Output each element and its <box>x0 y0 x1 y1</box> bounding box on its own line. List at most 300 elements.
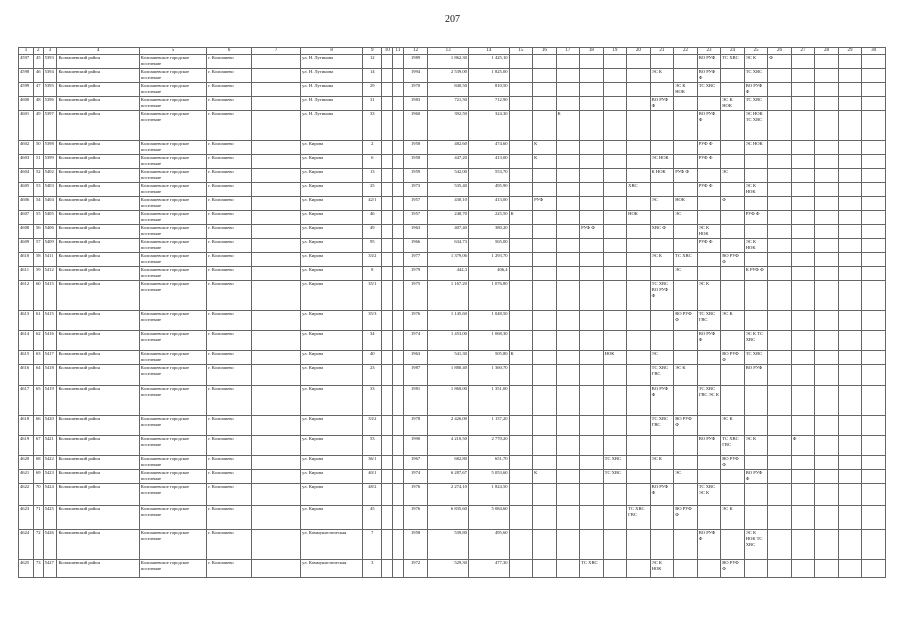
table-cell <box>838 456 862 470</box>
table-cell <box>252 169 301 183</box>
table-cell: К <box>509 211 533 225</box>
table-cell <box>791 197 815 211</box>
table-cell: 49 <box>363 225 382 239</box>
table-cell: 1976 <box>403 484 428 506</box>
table-cell: ХВС <box>627 183 651 197</box>
table-cell <box>768 225 792 239</box>
table-cell: 4 210,50 <box>428 436 469 456</box>
table-cell <box>509 225 533 239</box>
table-cell <box>580 416 604 436</box>
table-row <box>19 530 886 560</box>
table-cell <box>509 155 533 169</box>
table-cell <box>838 530 862 560</box>
table-cell: 4619 <box>19 436 34 456</box>
table-cell: 5398 <box>43 141 57 155</box>
table-cell: 5395 <box>43 83 57 97</box>
table-cell: 5397 <box>43 111 57 141</box>
table-row <box>19 506 886 530</box>
table-cell: ул. Коммунистическая <box>301 530 363 560</box>
table-cell <box>627 365 651 386</box>
table-cell: 5426 <box>43 530 57 560</box>
table-cell <box>393 506 404 530</box>
table-cell <box>382 484 393 506</box>
table-cell <box>650 111 674 141</box>
table-cell: Колпашевский район <box>57 331 139 351</box>
table-row <box>19 111 886 141</box>
table-cell: 5420 <box>43 416 57 436</box>
column-number: 27 <box>791 48 815 55</box>
table-cell: 5403 <box>43 183 57 197</box>
table-cell: ул. Кирова <box>301 456 363 470</box>
table-cell <box>768 416 792 436</box>
table-cell <box>838 225 862 239</box>
table-cell <box>393 111 404 141</box>
table-cell <box>627 141 651 155</box>
table-cell: ТС ХВС <box>744 351 768 365</box>
table-cell <box>393 311 404 331</box>
table-cell <box>627 281 651 311</box>
table-cell: ЭС НОК <box>650 155 674 169</box>
table-cell <box>744 311 768 331</box>
table-cell: К <box>533 470 557 484</box>
table-cell: 4612 <box>19 281 34 311</box>
column-number: 10 <box>382 48 393 55</box>
table-cell: 1994 <box>403 69 428 83</box>
table-cell <box>556 211 580 225</box>
table-cell <box>580 211 604 225</box>
table-cell: Колпашевский район <box>57 97 139 111</box>
table-cell <box>393 239 404 253</box>
table-row <box>19 253 886 267</box>
table-cell: ул. Кирова <box>301 484 363 506</box>
table-cell <box>815 365 839 386</box>
table-cell <box>815 225 839 239</box>
table-cell <box>393 436 404 456</box>
table-cell <box>382 55 393 69</box>
table-cell <box>838 311 862 331</box>
table-cell <box>862 69 886 83</box>
table-cell <box>862 386 886 416</box>
table-cell <box>252 253 301 267</box>
table-cell <box>393 69 404 83</box>
table-cell: 5422 <box>43 456 57 470</box>
column-number: 13 <box>428 48 469 55</box>
table-cell <box>382 416 393 436</box>
table-cell <box>721 530 745 560</box>
table-cell <box>556 225 580 239</box>
table-cell <box>721 365 745 386</box>
table-cell <box>603 239 627 253</box>
table-cell: 73 <box>33 560 43 578</box>
table-cell <box>382 506 393 530</box>
table-cell <box>838 351 862 365</box>
table-cell: г. Колпашево <box>207 530 252 560</box>
table-cell <box>838 416 862 436</box>
table-cell: НОК <box>627 211 651 225</box>
table-cell: ЭС К НОК <box>674 83 698 97</box>
table-cell <box>393 470 404 484</box>
table-cell: 66 <box>33 416 43 436</box>
table-cell: Колпашевский район <box>57 311 139 331</box>
table-cell <box>721 155 745 169</box>
table-cell: 392,50 <box>428 111 469 141</box>
table-cell <box>768 436 792 456</box>
table-cell <box>650 83 674 97</box>
table-row <box>19 97 886 111</box>
table-cell: ул. Н. Лугинова <box>301 83 363 97</box>
table-cell <box>393 386 404 416</box>
table-cell <box>838 239 862 253</box>
table-cell <box>627 530 651 560</box>
table-cell: ЭС К НОК ТС ХВС <box>744 530 768 560</box>
table-cell <box>768 311 792 331</box>
table-cell <box>509 141 533 155</box>
table-cell <box>650 141 674 155</box>
table-cell <box>509 436 533 456</box>
table-cell <box>791 183 815 197</box>
table-cell: 33/2 <box>363 416 382 436</box>
column-number: 17 <box>556 48 580 55</box>
table-cell: 5418 <box>43 365 57 386</box>
table-cell <box>533 97 557 111</box>
column-number: 1 <box>19 48 34 55</box>
table-cell <box>580 530 604 560</box>
table-cell <box>791 281 815 311</box>
table-row <box>19 83 886 97</box>
table-cell: 5399 <box>43 155 57 169</box>
table-cell <box>533 456 557 470</box>
table-cell <box>650 211 674 225</box>
table-cell: Колпашевское городское поселение <box>139 506 206 530</box>
table-cell <box>556 530 580 560</box>
table-cell: Колпашевский район <box>57 416 139 436</box>
table-cell: Колпашевский район <box>57 351 139 365</box>
table-cell <box>791 225 815 239</box>
table-cell <box>603 484 627 506</box>
table-cell: 4621 <box>19 470 34 484</box>
table-cell: 721,50 <box>428 97 469 111</box>
table-cell <box>603 530 627 560</box>
table-cell <box>650 436 674 456</box>
table-cell <box>838 365 862 386</box>
table-cell <box>815 311 839 331</box>
table-cell: ВО РУФ Ф <box>650 386 674 416</box>
table-cell: 7 <box>363 530 382 560</box>
table-cell <box>627 436 651 456</box>
table-cell <box>580 169 604 183</box>
column-number: 7 <box>252 48 301 55</box>
table-cell <box>393 83 404 97</box>
table-cell: 5421 <box>43 436 57 456</box>
table-cell <box>627 331 651 351</box>
table-cell: ВО РУФ <box>697 55 721 69</box>
table-cell <box>603 83 627 97</box>
table-cell <box>721 281 745 311</box>
table-cell <box>603 253 627 267</box>
table-cell <box>768 111 792 141</box>
table-cell: Колпашевское городское поселение <box>139 351 206 365</box>
table-cell <box>603 267 627 281</box>
table-cell: ТС ХВС ГВС <box>627 506 651 530</box>
table-cell <box>580 484 604 506</box>
table-cell: Колпашевский район <box>57 365 139 386</box>
table-cell: 1987 <box>403 365 428 386</box>
table-cell <box>627 239 651 253</box>
table-cell <box>393 169 404 183</box>
table-cell: 4597 <box>19 55 34 69</box>
page-number: 207 <box>445 14 460 25</box>
table-cell <box>815 239 839 253</box>
table-cell: ул. Кирова <box>301 253 363 267</box>
table-cell: 1974 <box>403 470 428 484</box>
column-number: 28 <box>815 48 839 55</box>
table-cell: г. Колпашево <box>207 484 252 506</box>
table-cell: ВО РУФ Ф <box>721 560 745 578</box>
table-cell <box>838 169 862 183</box>
table-cell <box>768 484 792 506</box>
table-cell: Колпашевское городское поселение <box>139 239 206 253</box>
table-cell: Колпашевское городское поселение <box>139 456 206 470</box>
table-cell: Ф <box>721 197 745 211</box>
table-cell: Колпашевский район <box>57 69 139 83</box>
table-cell: ВО РУФ Ф <box>697 331 721 351</box>
table-cell <box>509 506 533 530</box>
table-cell: ЭС НОК <box>744 141 768 155</box>
table-cell: 5425 <box>43 506 57 530</box>
table-cell <box>674 111 698 141</box>
table-cell <box>556 416 580 436</box>
table-cell: РУФ Ф <box>744 211 768 225</box>
table-cell: 1 880,40 <box>428 365 469 386</box>
table-cell <box>650 55 674 69</box>
table-cell <box>382 69 393 83</box>
table-cell <box>791 386 815 416</box>
table-cell <box>768 97 792 111</box>
table-cell: 58 <box>33 253 43 267</box>
table-cell <box>862 560 886 578</box>
table-cell: Колпашевское городское поселение <box>139 365 206 386</box>
table-cell <box>252 365 301 386</box>
table-cell <box>556 83 580 97</box>
table-cell <box>697 253 721 267</box>
table-cell: ТС ХВС <box>603 470 627 484</box>
table-cell <box>791 97 815 111</box>
table-cell <box>674 55 698 69</box>
table-cell <box>382 197 393 211</box>
table-cell: 1972 <box>403 560 428 578</box>
table-cell <box>393 365 404 386</box>
column-number: 8 <box>301 48 363 55</box>
table-cell <box>533 225 557 239</box>
table-cell <box>674 351 698 365</box>
table-cell: ул. Кирова <box>301 416 363 436</box>
table-cell <box>697 169 721 183</box>
table-cell: 810,50 <box>468 83 509 97</box>
table-cell: ВО РУФ Ф <box>697 530 721 560</box>
table-cell <box>252 470 301 484</box>
table-cell <box>721 183 745 197</box>
table-cell <box>838 253 862 267</box>
table-cell: г. Колпашево <box>207 365 252 386</box>
table-cell: ул. Кирова <box>301 506 363 530</box>
table-cell: 1 862,30 <box>428 55 469 69</box>
table-cell: г. Колпашево <box>207 506 252 530</box>
table-cell: 1 425,10 <box>468 55 509 69</box>
table-cell: 495,90 <box>468 183 509 197</box>
table-cell: ул. Кирова <box>301 365 363 386</box>
table-cell <box>674 560 698 578</box>
table-cell: 430,10 <box>428 197 469 211</box>
table-cell <box>838 211 862 225</box>
table-cell <box>556 253 580 267</box>
table-cell: Колпашевское городское поселение <box>139 55 206 69</box>
table-cell: 1976 <box>403 506 428 530</box>
table-cell <box>627 169 651 183</box>
table-cell <box>603 197 627 211</box>
table-cell: ЭС К <box>650 69 674 83</box>
table-cell: 1 076,80 <box>468 281 509 311</box>
table-cell <box>393 155 404 169</box>
table-cell <box>252 183 301 197</box>
table-cell: Колпашевское городское поселение <box>139 169 206 183</box>
table-cell: ул. Кирова <box>301 281 363 311</box>
table-cell: 1990 <box>403 436 428 456</box>
table-cell: 57 <box>33 239 43 253</box>
table-cell <box>393 97 404 111</box>
table-cell: 40/1 <box>363 470 382 484</box>
table-cell <box>768 183 792 197</box>
table-row <box>19 470 886 484</box>
table-cell <box>603 506 627 530</box>
table-cell <box>674 331 698 351</box>
table-cell <box>603 225 627 239</box>
table-cell <box>697 456 721 470</box>
table-cell <box>603 97 627 111</box>
table-cell: 68 <box>33 456 43 470</box>
table-cell <box>627 484 651 506</box>
table-cell: ТС ХВС <box>674 253 698 267</box>
table-cell <box>791 331 815 351</box>
table-cell <box>697 351 721 365</box>
table-cell: 1974 <box>403 331 428 351</box>
table-cell <box>382 331 393 351</box>
table-cell: ТС ХВС <box>603 456 627 470</box>
table-cell: ул. Н. Лугинова <box>301 69 363 83</box>
table-cell <box>382 155 393 169</box>
table-cell: 1959 <box>403 169 428 183</box>
table-cell: ЭС НОК ТС ХВС <box>744 111 768 141</box>
table-cell <box>556 197 580 211</box>
table-row <box>19 225 886 239</box>
table-cell <box>533 183 557 197</box>
table-cell <box>509 69 533 83</box>
table-cell <box>768 470 792 484</box>
table-cell: Колпашевский район <box>57 111 139 141</box>
table-cell: 413,00 <box>468 197 509 211</box>
table-cell: 5427 <box>43 560 57 578</box>
table-cell: 380,20 <box>468 225 509 239</box>
table-row <box>19 386 886 416</box>
table-cell: 1970 <box>403 83 428 97</box>
table-cell <box>791 530 815 560</box>
table-cell: г. Колпашево <box>207 83 252 97</box>
table-cell <box>393 530 404 560</box>
table-cell <box>509 111 533 141</box>
table-cell <box>815 456 839 470</box>
table-cell: 4600 <box>19 97 34 111</box>
table-cell <box>252 386 301 416</box>
table-row <box>19 69 886 83</box>
table-cell <box>556 69 580 83</box>
table-cell <box>697 506 721 530</box>
table-cell: РУФ Ф <box>580 225 604 239</box>
table-cell <box>603 436 627 456</box>
table-cell: 5396 <box>43 97 57 111</box>
table-cell: ЭС <box>674 267 698 281</box>
table-cell: К <box>533 155 557 169</box>
table-cell: 2 770,20 <box>468 436 509 456</box>
table-cell: К НОК <box>650 169 674 183</box>
table-cell <box>556 506 580 530</box>
table-cell <box>382 239 393 253</box>
table-cell: Колпашевское городское поселение <box>139 530 206 560</box>
table-cell: ЭС К НОК <box>744 183 768 197</box>
table-cell <box>838 155 862 169</box>
table-cell <box>862 253 886 267</box>
table-cell: 60 <box>33 281 43 311</box>
table-cell <box>721 484 745 506</box>
column-number: 9 <box>363 48 382 55</box>
table-cell: 447,20 <box>428 155 469 169</box>
table-cell: 33/2 <box>363 253 382 267</box>
table-cell: Колпашевский район <box>57 55 139 69</box>
table-cell: Ф <box>768 55 792 69</box>
table-cell: РУФ <box>533 197 557 211</box>
table-cell: 1957 <box>403 211 428 225</box>
column-numbers-row <box>19 48 886 55</box>
table-cell: ул. Кирова <box>301 267 363 281</box>
table-cell: 565,00 <box>468 239 509 253</box>
table-cell: 48 <box>33 97 43 111</box>
table-cell <box>627 267 651 281</box>
table-cell: г. Колпашево <box>207 311 252 331</box>
table-cell <box>509 183 533 197</box>
table-cell: 35/3 <box>363 311 382 331</box>
table-cell <box>768 281 792 311</box>
table-cell <box>838 386 862 416</box>
table-cell <box>627 311 651 331</box>
table-cell <box>580 281 604 311</box>
table-cell <box>697 197 721 211</box>
column-number: 23 <box>697 48 721 55</box>
table-cell <box>252 155 301 169</box>
table-cell <box>382 560 393 578</box>
table-cell: 4620 <box>19 456 34 470</box>
table-row <box>19 436 886 456</box>
table-cell <box>650 183 674 197</box>
table-cell <box>815 470 839 484</box>
table-cell <box>768 197 792 211</box>
table-cell: 63 <box>33 351 43 365</box>
table-cell: г. Колпашево <box>207 267 252 281</box>
table-cell <box>862 225 886 239</box>
table-cell: ТС ХВС ЭС К <box>697 484 721 506</box>
table-cell <box>252 530 301 560</box>
table-cell: 1 293,70 <box>468 253 509 267</box>
table-cell: г. Колпашево <box>207 225 252 239</box>
table-cell <box>556 169 580 183</box>
table-cell: 47 <box>33 83 43 97</box>
